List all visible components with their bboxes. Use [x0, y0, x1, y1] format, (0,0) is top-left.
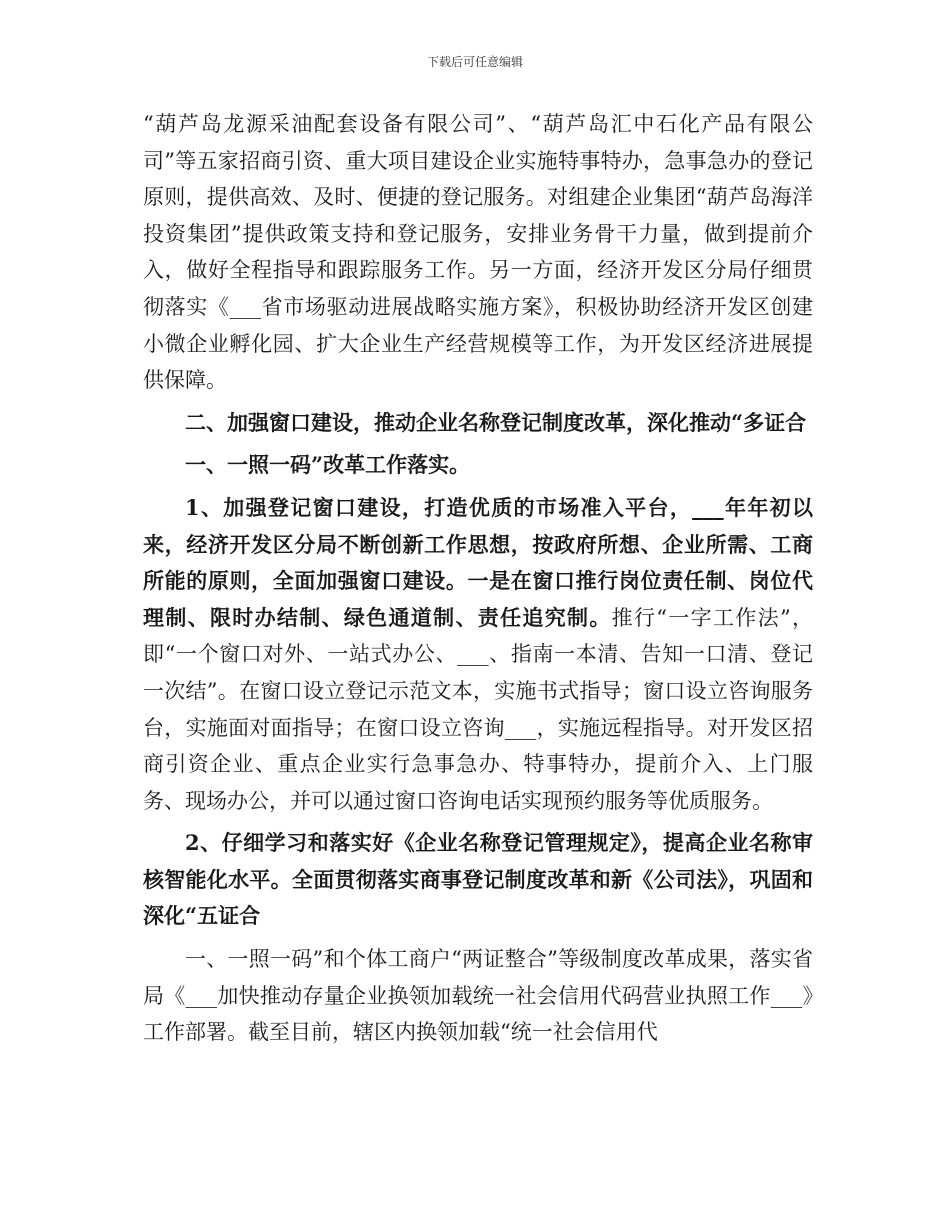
item-1-bold-text: 1、加强登记窗口建设，打造优质的市场准入平台，___年年初以来，经济开发区分局不断创新工作思想，按政府所想、企业所需、工商所能的原则，全面加强窗口建设。一是在窗口推行岗位责任制、岗位代理制、限时办结制、绿色通道制、责任追究制。 [143, 494, 813, 630]
section-heading-2: 二、加强窗口建设，推动企业名称登记制度改革，深化推动“多证合 [185, 409, 807, 435]
paragraph-item-1 [143, 490, 813, 819]
paragraph-item-2-cont: 一、一照一码”和个体工商户“两证整合”等级制度改革成果，落实省局《___加快推动存量企业换领加载统一社会信用代码营业执照工作___》工作部署。截至目前，辖区内换领加载“统一社会信用代 [143, 947, 813, 1045]
document-body [143, 106, 813, 1051]
paragraph-1: “葫芦岛龙源采油配套设备有限公司”、“葫芦岛汇中石化产品有限公司”等五家招商引资、重大项目建设企业实施特事特办，急事急办的登记原则，提供高效、及时、便捷的登记服务。对组建企业集团“葫芦岛海洋投资集团”提供政策支持和登记服务，安排业务骨干力量，做到提前介入，做好全程指导和跟踪服务工作。另一方面，经济开发区分局仔细贯彻落实《___省市场驱动进展战略实施方案》，积极协助经济开发区创建小微企业孵化园、扩大企业生产经营规模等工作，为开发区经济进展提供保障。 [143, 112, 813, 393]
page-header: 下载后可任意编辑 [426, 55, 523, 69]
item-1-normal-text: 推行“一字工作法”，即“一个窗口对外、一站式办公、___、指南一本清、告知一口清、登记一次结”。在窗口设立登记示范文本，实施书式指导；窗口设立咨询服务台，实施面对面指导；在窗口设立咨询___，实施远程指导。对开发区招商引资企业、重点企业实行急事急办、特事特办，提前介入、上门服务、现场办公，并可以通过窗口咨询电话实现预约服务等优质服务。 [143, 605, 813, 813]
paragraph-item-2: 2、仔细学习和落实好《企业名称登记管理规定》，提高企业名称审核智能化水平。全面贯彻落实商事登记制度改革和新《公司法》，巩固和深化“五证合 [143, 830, 813, 929]
section-heading-2-cont: 一、一照一码”改革工作落实。 [185, 452, 471, 478]
